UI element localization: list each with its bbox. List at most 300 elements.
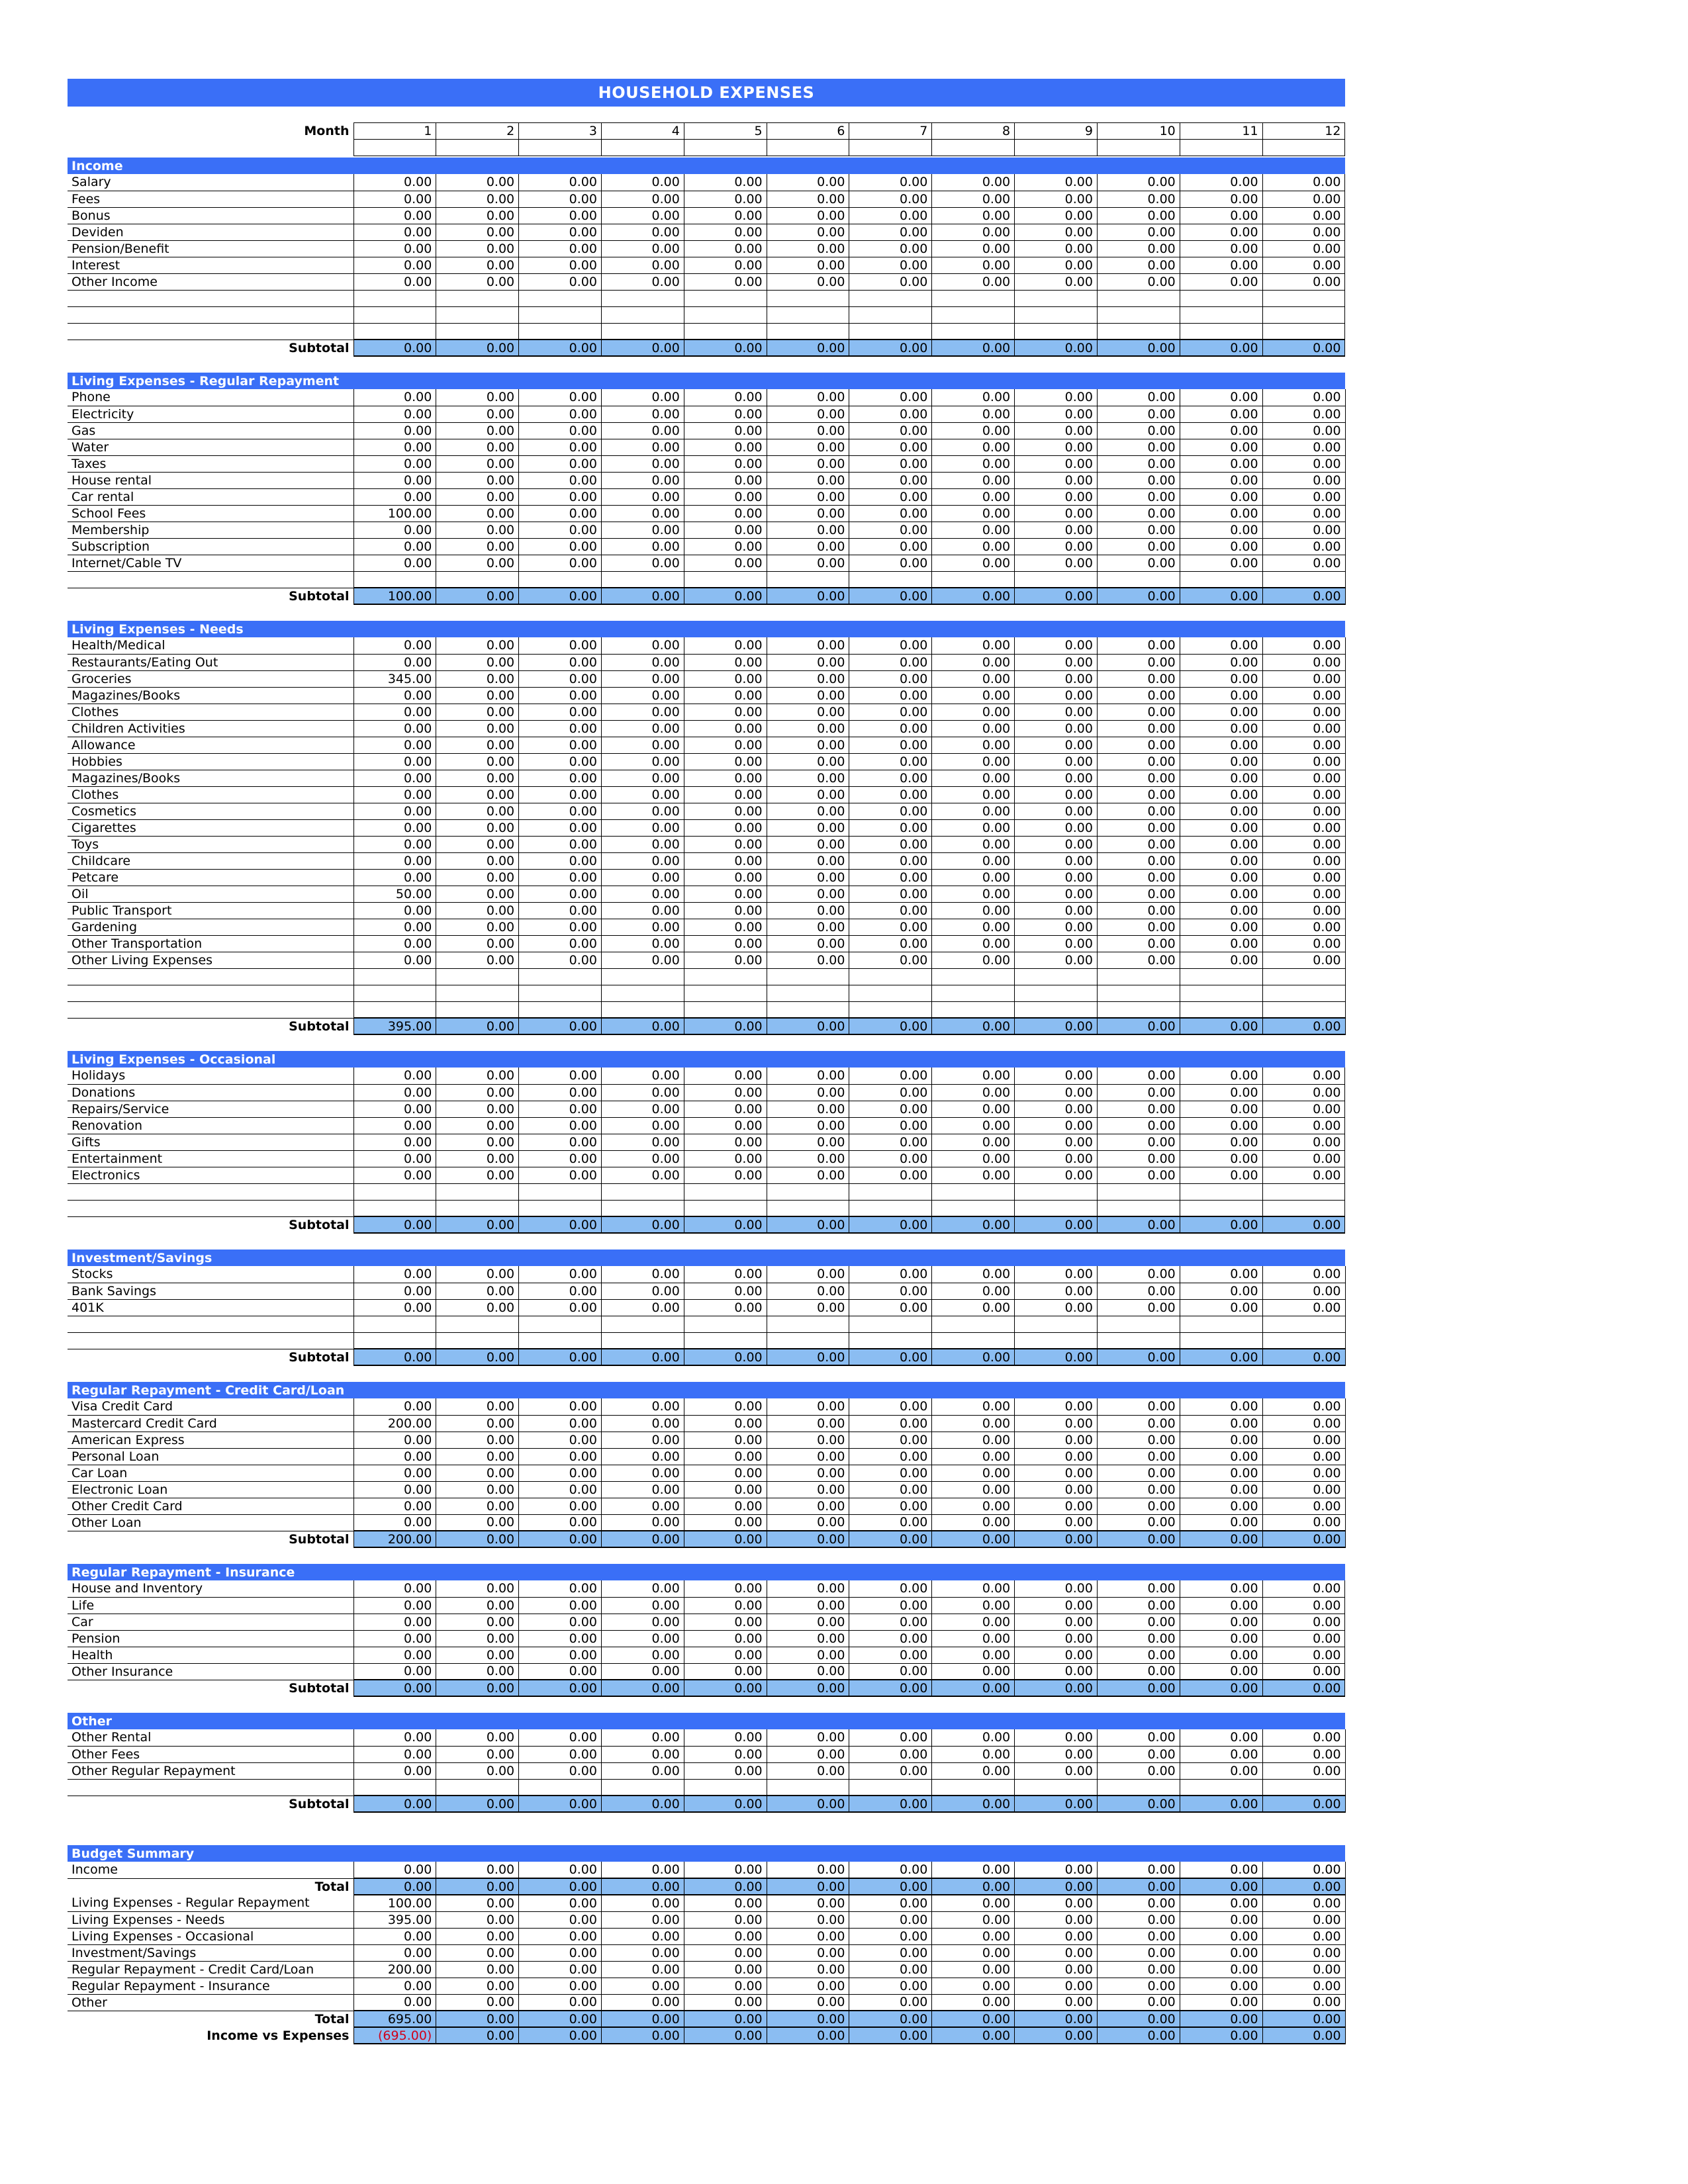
value-cell[interactable]: 0.00 <box>1097 902 1180 919</box>
value-cell[interactable]: 0.00 <box>1097 1862 1180 1878</box>
value-cell[interactable]: 0.00 <box>1180 935 1262 952</box>
value-cell[interactable]: 0.00 <box>519 1514 602 1531</box>
value-cell[interactable]: 0.00 <box>849 1729 932 1746</box>
value-cell[interactable]: 0.00 <box>849 1647 932 1663</box>
value-cell[interactable]: 0.00 <box>684 836 767 852</box>
value-cell[interactable]: 0.00 <box>1097 1580 1180 1597</box>
value-cell[interactable] <box>932 1001 1015 1018</box>
value-cell[interactable]: 0.00 <box>519 720 602 737</box>
value-cell[interactable]: 0.00 <box>684 439 767 455</box>
value-cell[interactable]: 0.00 <box>1015 1465 1098 1481</box>
value-cell[interactable]: 0.00 <box>767 1746 849 1762</box>
value-cell[interactable]: 0.00 <box>436 1514 519 1531</box>
value-cell[interactable]: 0.00 <box>1015 1961 1098 1978</box>
value-cell[interactable] <box>1180 1332 1262 1349</box>
value-cell[interactable]: 0.00 <box>932 770 1015 786</box>
value-cell[interactable]: 0.00 <box>767 1663 849 1680</box>
value-cell[interactable] <box>932 290 1015 306</box>
value-cell[interactable]: 0.00 <box>932 1580 1015 1597</box>
value-cell[interactable]: 0.00 <box>767 1994 849 2011</box>
value-cell[interactable]: 0.00 <box>353 1167 436 1183</box>
value-cell[interactable] <box>684 985 767 1001</box>
value-cell[interactable] <box>849 1183 932 1200</box>
value-cell[interactable]: 0.00 <box>1015 505 1098 522</box>
value-cell[interactable]: 0.00 <box>684 1465 767 1481</box>
value-cell[interactable] <box>1262 1200 1345 1216</box>
value-cell[interactable]: 0.00 <box>1015 919 1098 935</box>
value-cell[interactable]: 0.00 <box>932 720 1015 737</box>
value-cell[interactable]: 0.00 <box>436 1944 519 1961</box>
value-cell[interactable]: 0.00 <box>601 902 684 919</box>
value-cell[interactable] <box>601 571 684 588</box>
value-cell[interactable]: 0.00 <box>849 1911 932 1928</box>
value-cell[interactable]: 0.00 <box>519 273 602 290</box>
value-cell[interactable]: 0.00 <box>436 207 519 224</box>
value-cell[interactable]: 0.00 <box>1262 472 1345 488</box>
value-cell[interactable]: 0.00 <box>684 1150 767 1167</box>
value-cell[interactable]: 0.00 <box>684 1911 767 1928</box>
value-cell[interactable]: 0.00 <box>1180 389 1262 406</box>
value-cell[interactable]: 0.00 <box>849 1415 932 1432</box>
value-cell[interactable]: 0.00 <box>353 1630 436 1647</box>
value-cell[interactable]: 0.00 <box>519 240 602 257</box>
value-cell[interactable] <box>1015 1001 1098 1018</box>
value-cell[interactable]: 0.00 <box>1015 786 1098 803</box>
value-cell[interactable]: 0.00 <box>932 637 1015 654</box>
value-cell[interactable]: 0.00 <box>1097 919 1180 935</box>
value-cell[interactable]: 0.00 <box>436 1117 519 1134</box>
value-cell[interactable]: 0.00 <box>1262 670 1345 687</box>
value-cell[interactable]: 0.00 <box>353 1283 436 1299</box>
value-cell[interactable]: 0.00 <box>1180 1283 1262 1299</box>
value-cell[interactable]: 0.00 <box>436 819 519 836</box>
value-cell[interactable]: 0.00 <box>519 207 602 224</box>
value-cell[interactable]: 0.00 <box>353 1398 436 1415</box>
value-cell[interactable]: 0.00 <box>932 1961 1015 1978</box>
value-cell[interactable]: 0.00 <box>519 737 602 753</box>
value-cell[interactable]: 0.00 <box>436 637 519 654</box>
value-cell[interactable]: 0.00 <box>436 1084 519 1101</box>
blank-cell[interactable] <box>767 140 849 156</box>
value-cell[interactable]: 0.00 <box>519 505 602 522</box>
value-cell[interactable]: 0.00 <box>849 1481 932 1498</box>
value-cell[interactable] <box>353 1779 436 1796</box>
value-cell[interactable] <box>1015 1332 1098 1349</box>
value-cell[interactable]: 0.00 <box>519 439 602 455</box>
value-cell[interactable]: 0.00 <box>767 1961 849 1978</box>
value-cell[interactable]: 0.00 <box>1015 1448 1098 1465</box>
value-cell[interactable]: 0.00 <box>601 1614 684 1630</box>
value-cell[interactable]: 0.00 <box>436 1481 519 1498</box>
value-cell[interactable]: 0.00 <box>684 1283 767 1299</box>
value-cell[interactable]: 0.00 <box>1015 1647 1098 1663</box>
value-cell[interactable]: 0.00 <box>1097 952 1180 968</box>
value-cell[interactable] <box>849 1332 932 1349</box>
value-cell[interactable]: 0.00 <box>849 488 932 505</box>
value-cell[interactable]: 0.00 <box>684 670 767 687</box>
value-cell[interactable] <box>436 1183 519 1200</box>
value-cell[interactable]: 0.00 <box>436 1597 519 1614</box>
value-cell[interactable]: 0.00 <box>932 1068 1015 1084</box>
value-cell[interactable]: 0.00 <box>1180 1597 1262 1614</box>
value-cell[interactable] <box>1262 1332 1345 1349</box>
value-cell[interactable]: 0.00 <box>601 472 684 488</box>
value-cell[interactable]: 0.00 <box>1262 935 1345 952</box>
value-cell[interactable]: 0.00 <box>1097 389 1180 406</box>
value-cell[interactable]: 0.00 <box>1262 1944 1345 1961</box>
value-cell[interactable]: 0.00 <box>932 1630 1015 1647</box>
value-cell[interactable]: 0.00 <box>767 952 849 968</box>
value-cell[interactable]: 0.00 <box>436 505 519 522</box>
value-cell[interactable]: 0.00 <box>1015 902 1098 919</box>
blank-cell[interactable] <box>932 140 1015 156</box>
value-cell[interactable]: 0.00 <box>1015 1134 1098 1150</box>
value-cell[interactable]: 0.00 <box>601 422 684 439</box>
value-cell[interactable] <box>519 985 602 1001</box>
value-cell[interactable]: 0.00 <box>767 1514 849 1531</box>
value-cell[interactable]: 0.00 <box>932 687 1015 704</box>
value-cell[interactable]: 0.00 <box>1097 1961 1180 1978</box>
value-cell[interactable]: 0.00 <box>767 1150 849 1167</box>
value-cell[interactable]: 0.00 <box>849 1266 932 1283</box>
value-cell[interactable]: 0.00 <box>601 257 684 273</box>
value-cell[interactable]: 0.00 <box>684 1895 767 1911</box>
value-cell[interactable]: 0.00 <box>353 819 436 836</box>
value-cell[interactable]: 0.00 <box>1015 935 1098 952</box>
value-cell[interactable]: 0.00 <box>601 1895 684 1911</box>
value-cell[interactable]: 0.00 <box>767 257 849 273</box>
value-cell[interactable]: 0.00 <box>849 257 932 273</box>
value-cell[interactable]: 0.00 <box>519 1895 602 1911</box>
value-cell[interactable]: 0.00 <box>519 670 602 687</box>
value-cell[interactable] <box>1097 1332 1180 1349</box>
value-cell[interactable]: 0.00 <box>601 637 684 654</box>
value-cell[interactable]: 0.00 <box>1262 174 1345 191</box>
value-cell[interactable]: 100.00 <box>353 1895 436 1911</box>
value-cell[interactable]: 0.00 <box>1015 1514 1098 1531</box>
value-cell[interactable]: 0.00 <box>1262 919 1345 935</box>
value-cell[interactable]: 0.00 <box>1097 257 1180 273</box>
value-cell[interactable]: 0.00 <box>767 1762 849 1779</box>
value-cell[interactable] <box>849 1316 932 1332</box>
value-cell[interactable] <box>684 306 767 323</box>
value-cell[interactable] <box>519 968 602 985</box>
value-cell[interactable]: 0.00 <box>767 1432 849 1448</box>
value-cell[interactable]: 0.00 <box>1015 1597 1098 1614</box>
value-cell[interactable]: 0.00 <box>1015 753 1098 770</box>
value-cell[interactable]: 0.00 <box>1097 770 1180 786</box>
month-cell[interactable]: 12 <box>1262 123 1345 140</box>
value-cell[interactable]: 0.00 <box>849 637 932 654</box>
value-cell[interactable]: 0.00 <box>849 836 932 852</box>
value-cell[interactable]: 0.00 <box>1015 1498 1098 1514</box>
value-cell[interactable]: 0.00 <box>1262 273 1345 290</box>
value-cell[interactable]: 0.00 <box>353 1762 436 1779</box>
value-cell[interactable]: 0.00 <box>436 1911 519 1928</box>
value-cell[interactable]: 0.00 <box>1262 439 1345 455</box>
value-cell[interactable]: 0.00 <box>1015 406 1098 422</box>
value-cell[interactable] <box>353 1332 436 1349</box>
value-cell[interactable]: 0.00 <box>767 803 849 819</box>
value-cell[interactable]: 0.00 <box>1180 1117 1262 1134</box>
value-cell[interactable]: 0.00 <box>1262 1514 1345 1531</box>
value-cell[interactable]: 0.00 <box>684 902 767 919</box>
value-cell[interactable]: 0.00 <box>684 919 767 935</box>
value-cell[interactable]: 0.00 <box>436 952 519 968</box>
value-cell[interactable]: 0.00 <box>519 1448 602 1465</box>
value-cell[interactable]: 0.00 <box>849 406 932 422</box>
value-cell[interactable]: 0.00 <box>849 1928 932 1944</box>
value-cell[interactable] <box>436 306 519 323</box>
value-cell[interactable]: 0.00 <box>519 191 602 207</box>
value-cell[interactable]: 0.00 <box>436 902 519 919</box>
value-cell[interactable] <box>601 1779 684 1796</box>
value-cell[interactable]: 0.00 <box>1180 522 1262 538</box>
value-cell[interactable]: 0.00 <box>1015 207 1098 224</box>
value-cell[interactable]: 0.00 <box>601 1911 684 1928</box>
value-cell[interactable]: 0.00 <box>1015 1911 1098 1928</box>
value-cell[interactable]: 0.00 <box>1097 273 1180 290</box>
value-cell[interactable]: 0.00 <box>1015 1762 1098 1779</box>
value-cell[interactable]: 0.00 <box>932 803 1015 819</box>
value-cell[interactable] <box>1015 306 1098 323</box>
value-cell[interactable]: 0.00 <box>1180 886 1262 902</box>
value-cell[interactable]: 0.00 <box>353 753 436 770</box>
value-cell[interactable]: 0.00 <box>1262 1961 1345 1978</box>
value-cell[interactable]: 0.00 <box>1180 1614 1262 1630</box>
value-cell[interactable]: 0.00 <box>1262 1580 1345 1597</box>
value-cell[interactable]: 0.00 <box>1180 919 1262 935</box>
value-cell[interactable]: 0.00 <box>436 1415 519 1432</box>
value-cell[interactable]: 0.00 <box>436 240 519 257</box>
value-cell[interactable]: 0.00 <box>353 1117 436 1134</box>
value-cell[interactable] <box>1097 306 1180 323</box>
value-cell[interactable]: 0.00 <box>1262 770 1345 786</box>
value-cell[interactable]: 0.00 <box>767 1895 849 1911</box>
value-cell[interactable]: 0.00 <box>1180 207 1262 224</box>
value-cell[interactable]: 0.00 <box>1262 522 1345 538</box>
value-cell[interactable]: 0.00 <box>436 555 519 571</box>
value-cell[interactable]: 0.00 <box>353 406 436 422</box>
value-cell[interactable]: 0.00 <box>1097 1729 1180 1746</box>
value-cell[interactable] <box>684 1001 767 1018</box>
value-cell[interactable]: 0.00 <box>1180 704 1262 720</box>
value-cell[interactable] <box>767 985 849 1001</box>
value-cell[interactable]: 0.00 <box>601 1944 684 1961</box>
value-cell[interactable]: 0.00 <box>1097 1432 1180 1448</box>
value-cell[interactable]: 0.00 <box>601 819 684 836</box>
value-cell[interactable] <box>932 1779 1015 1796</box>
value-cell[interactable]: 0.00 <box>684 257 767 273</box>
value-cell[interactable]: 0.00 <box>932 753 1015 770</box>
value-cell[interactable]: 0.00 <box>1097 1663 1180 1680</box>
value-cell[interactable]: 0.00 <box>601 1862 684 1878</box>
value-cell[interactable]: 0.00 <box>1180 1961 1262 1978</box>
month-cell[interactable]: 6 <box>767 123 849 140</box>
value-cell[interactable]: 0.00 <box>1015 488 1098 505</box>
value-cell[interactable]: 0.00 <box>436 538 519 555</box>
value-cell[interactable]: 0.00 <box>1262 902 1345 919</box>
month-cell[interactable]: 10 <box>1097 123 1180 140</box>
value-cell[interactable]: 0.00 <box>353 1514 436 1531</box>
value-cell[interactable]: 0.00 <box>436 257 519 273</box>
value-cell[interactable]: 0.00 <box>1262 555 1345 571</box>
value-cell[interactable]: 0.00 <box>1180 1150 1262 1167</box>
value-cell[interactable] <box>601 1200 684 1216</box>
value-cell[interactable]: 0.00 <box>1262 257 1345 273</box>
value-cell[interactable]: 0.00 <box>849 803 932 819</box>
value-cell[interactable]: 0.00 <box>849 737 932 753</box>
value-cell[interactable] <box>1262 1316 1345 1332</box>
value-cell[interactable]: 0.00 <box>684 472 767 488</box>
value-cell[interactable]: 0.00 <box>353 1614 436 1630</box>
value-cell[interactable]: 0.00 <box>849 240 932 257</box>
value-cell[interactable]: 0.00 <box>767 555 849 571</box>
value-cell[interactable]: 0.00 <box>1015 389 1098 406</box>
value-cell[interactable]: 0.00 <box>767 819 849 836</box>
value-cell[interactable]: 200.00 <box>353 1415 436 1432</box>
value-cell[interactable]: 0.00 <box>436 422 519 439</box>
value-cell[interactable]: 0.00 <box>436 1729 519 1746</box>
value-cell[interactable] <box>1097 1200 1180 1216</box>
value-cell[interactable]: 0.00 <box>767 522 849 538</box>
value-cell[interactable]: 0.00 <box>1180 1084 1262 1101</box>
value-cell[interactable]: 0.00 <box>601 488 684 505</box>
value-cell[interactable]: 0.00 <box>519 1415 602 1432</box>
value-cell[interactable]: 0.00 <box>1015 1994 1098 2011</box>
value-cell[interactable]: 0.00 <box>353 720 436 737</box>
value-cell[interactable]: 0.00 <box>1262 1117 1345 1134</box>
value-cell[interactable]: 0.00 <box>932 472 1015 488</box>
value-cell[interactable]: 0.00 <box>353 1944 436 1961</box>
value-cell[interactable]: 0.00 <box>684 1961 767 1978</box>
value-cell[interactable] <box>436 323 519 340</box>
blank-cell[interactable] <box>849 140 932 156</box>
value-cell[interactable]: 0.00 <box>1015 704 1098 720</box>
value-cell[interactable]: 0.00 <box>849 1762 932 1779</box>
value-cell[interactable]: 0.00 <box>601 1101 684 1117</box>
value-cell[interactable]: 0.00 <box>353 687 436 704</box>
value-cell[interactable]: 0.00 <box>849 1580 932 1597</box>
value-cell[interactable]: 0.00 <box>353 191 436 207</box>
value-cell[interactable]: 0.00 <box>1180 224 1262 240</box>
value-cell[interactable]: 0.00 <box>1180 240 1262 257</box>
value-cell[interactable]: 0.00 <box>1097 207 1180 224</box>
value-cell[interactable]: 0.00 <box>932 1150 1015 1167</box>
value-cell[interactable]: 0.00 <box>1180 422 1262 439</box>
value-cell[interactable]: 0.00 <box>1097 1911 1180 1928</box>
value-cell[interactable]: 0.00 <box>849 654 932 670</box>
value-cell[interactable]: 0.00 <box>767 770 849 786</box>
value-cell[interactable] <box>767 1316 849 1332</box>
value-cell[interactable]: 0.00 <box>436 1762 519 1779</box>
value-cell[interactable]: 0.00 <box>1262 1283 1345 1299</box>
value-cell[interactable]: 0.00 <box>849 1978 932 1994</box>
value-cell[interactable]: 0.00 <box>849 687 932 704</box>
value-cell[interactable]: 0.00 <box>519 1928 602 1944</box>
value-cell[interactable]: 0.00 <box>684 555 767 571</box>
value-cell[interactable] <box>849 323 932 340</box>
value-cell[interactable] <box>1180 306 1262 323</box>
value-cell[interactable]: 0.00 <box>601 1961 684 1978</box>
value-cell[interactable]: 0.00 <box>601 935 684 952</box>
month-cell[interactable]: 7 <box>849 123 932 140</box>
value-cell[interactable]: 0.00 <box>1015 1630 1098 1647</box>
value-cell[interactable] <box>1097 968 1180 985</box>
value-cell[interactable]: 0.00 <box>1180 902 1262 919</box>
value-cell[interactable]: 0.00 <box>601 886 684 902</box>
value-cell[interactable] <box>601 1183 684 1200</box>
value-cell[interactable] <box>1180 968 1262 985</box>
value-cell[interactable]: 0.00 <box>1180 1481 1262 1498</box>
value-cell[interactable]: 0.00 <box>1262 1101 1345 1117</box>
value-cell[interactable]: 0.00 <box>932 257 1015 273</box>
value-cell[interactable]: 0.00 <box>1097 538 1180 555</box>
value-cell[interactable]: 0.00 <box>436 1398 519 1415</box>
value-cell[interactable]: 0.00 <box>767 720 849 737</box>
value-cell[interactable] <box>436 1332 519 1349</box>
value-cell[interactable]: 0.00 <box>436 786 519 803</box>
value-cell[interactable]: 0.00 <box>767 637 849 654</box>
value-cell[interactable]: 0.00 <box>601 224 684 240</box>
value-cell[interactable]: 0.00 <box>1262 505 1345 522</box>
value-cell[interactable]: 0.00 <box>1015 538 1098 555</box>
value-cell[interactable]: 0.00 <box>1180 1663 1262 1680</box>
value-cell[interactable] <box>767 323 849 340</box>
value-cell[interactable]: 0.00 <box>519 1465 602 1481</box>
value-cell[interactable]: 0.00 <box>767 1398 849 1415</box>
value-cell[interactable]: 0.00 <box>436 389 519 406</box>
value-cell[interactable]: 0.00 <box>353 1432 436 1448</box>
value-cell[interactable]: 0.00 <box>932 1448 1015 1465</box>
value-cell[interactable]: 0.00 <box>1015 439 1098 455</box>
value-cell[interactable]: 0.00 <box>519 869 602 886</box>
value-cell[interactable]: 0.00 <box>1097 935 1180 952</box>
value-cell[interactable] <box>601 968 684 985</box>
value-cell[interactable]: 0.00 <box>684 1928 767 1944</box>
value-cell[interactable]: 0.00 <box>601 455 684 472</box>
value-cell[interactable]: 0.00 <box>684 1448 767 1465</box>
value-cell[interactable]: 0.00 <box>1097 704 1180 720</box>
value-cell[interactable]: 0.00 <box>436 1978 519 1994</box>
value-cell[interactable]: 0.00 <box>849 1514 932 1531</box>
value-cell[interactable]: 0.00 <box>353 1498 436 1514</box>
value-cell[interactable]: 0.00 <box>684 786 767 803</box>
value-cell[interactable]: 0.00 <box>1180 654 1262 670</box>
value-cell[interactable]: 0.00 <box>1262 1911 1345 1928</box>
value-cell[interactable]: 0.00 <box>932 935 1015 952</box>
value-cell[interactable] <box>849 968 932 985</box>
value-cell[interactable]: 0.00 <box>1097 455 1180 472</box>
value-cell[interactable] <box>767 1332 849 1349</box>
value-cell[interactable]: 0.00 <box>353 803 436 819</box>
value-cell[interactable]: 0.00 <box>1015 720 1098 737</box>
value-cell[interactable]: 0.00 <box>684 1729 767 1746</box>
value-cell[interactable]: 0.00 <box>849 869 932 886</box>
value-cell[interactable] <box>684 968 767 985</box>
value-cell[interactable]: 0.00 <box>1097 522 1180 538</box>
blank-cell[interactable] <box>353 140 436 156</box>
value-cell[interactable] <box>1180 323 1262 340</box>
value-cell[interactable]: 0.00 <box>849 207 932 224</box>
value-cell[interactable]: 0.00 <box>1015 273 1098 290</box>
value-cell[interactable]: 0.00 <box>932 1514 1015 1531</box>
value-cell[interactable]: 0.00 <box>353 389 436 406</box>
value-cell[interactable]: 0.00 <box>767 852 849 869</box>
value-cell[interactable]: 0.00 <box>519 488 602 505</box>
value-cell[interactable]: 0.00 <box>1097 1630 1180 1647</box>
value-cell[interactable] <box>436 1779 519 1796</box>
